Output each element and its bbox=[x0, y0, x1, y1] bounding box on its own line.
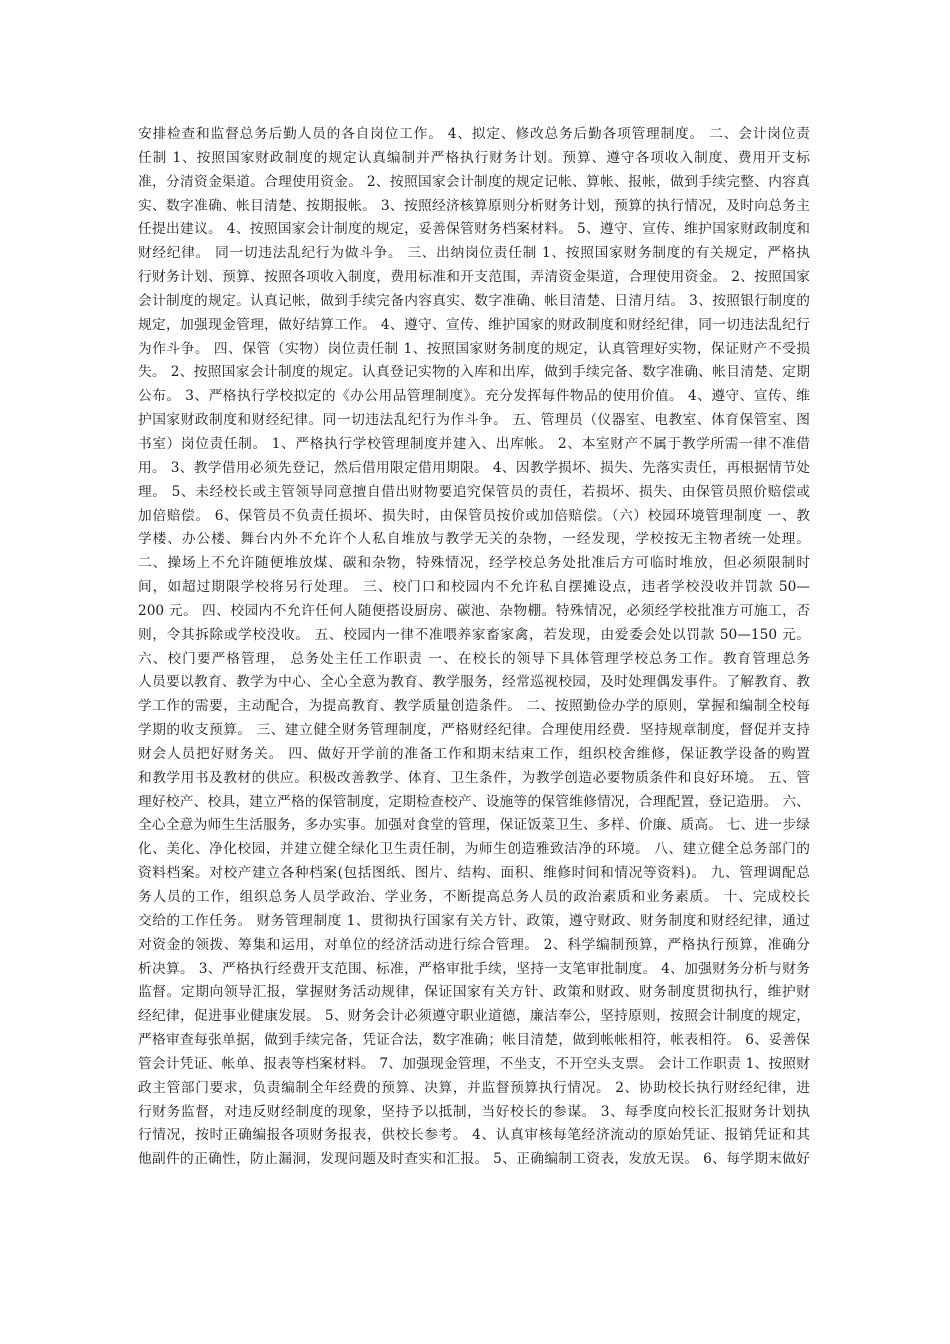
text-line: 用。 3、教学借用必须先登记，然后借用限定借用期限。 4、因教学损坏、损失、先落实责任，再根据情节处 bbox=[138, 459, 810, 476]
text-line: 严格审查每张单据，做到手续完备，凭证合法，数字准确；帐目清楚，做到帐帐相符，帐表相符。 6、妥善保 bbox=[138, 1032, 810, 1049]
text-line: 则，令其拆除或学校没收。 五、校园内一律不准喂养家畜家禽，若发现，由爱委会处以罚款 50—150 元。 bbox=[138, 626, 810, 643]
text-line: 化、美化、净化校园，并建立健全绿化卫生责任制，为师生创造雅致洁净的环境。 八、建立健全总务部门的 bbox=[138, 841, 810, 858]
text-line: 理好校产、校具，建立严格的保管制度，定期检查校产、设施等的保管维修情况，合理配置，登记造册。 六、 bbox=[138, 793, 810, 810]
text-line: 务人员的工作，组织总务人员学政治、学业务，不断提高总务人员的政治素质和业务素质。 十、完成校长 bbox=[138, 889, 810, 905]
text-line: 学工作的需要，主动配合，为提高教育、教学质量创造条件。 二、按照勤俭办学的原则，掌握和编制全校每 bbox=[138, 698, 810, 715]
text-line: 书室）岗位责任制。 1、严格执行学校管理制度并建入、出库帐。 2、本室财产不属于教学所需一律不准借 bbox=[138, 435, 810, 452]
text-line: 全心全意为师生生活服务，多办实事。加强对食堂的管理，保证饭菜卫生、多样、价廉、质高。 七、进一步绿 bbox=[138, 817, 810, 834]
text-line: 规定，加强现金管理，做好结算工作。 4、遵守、宣传、维护国家的财政制度和财经纪律，同一切违法乱纪行 bbox=[138, 316, 810, 333]
text-line: 对资金的领拨、筹集和运用，对单位的经济活动进行综合管理。 2、科学编制预算，严格执行预算，准确分 bbox=[138, 936, 810, 953]
text-line: 行财务监督，对违反财经制度的现象，坚持予以抵制，当好校长的参谋。 3、每季度向校长汇报财务计划执 bbox=[138, 1103, 810, 1120]
text-line: 监督。定期向领导汇报，掌握财务活动规律，保证国家有关方针、政策和财政、财务制度贯彻执行，维护财 bbox=[138, 984, 810, 1001]
text-line: 学楼、办公楼、舞台内外不允许个人私自堆放与教学无关的杂物，一经发现，学校按无主物者统一处理。 bbox=[138, 531, 810, 548]
text-line: 他副件的正确性，防止漏洞，发现问题及时查实和汇报。 5、正确编制工资表，发放无误。 6、每学期末做好 bbox=[138, 1151, 810, 1168]
text-line: 人员要以教育、教学为中心、全心全意为教育、教学服务，经常巡视校园，及时处理偶发事件。了解教育、教 bbox=[138, 674, 810, 691]
text-line: 失。 2、按照国家会计制度的规定。认真登记实物的入库和出库，做到手续完备、数字准确、帐目清楚、定期 bbox=[138, 364, 810, 381]
text-line: 任制 1、按照国家财政制度的规定认真编制并严格执行财务计划。预算、遵守各项收入制度、费用开支标 bbox=[138, 149, 810, 166]
text-line: 护国家财政制度和财经纪律。同一切违法乱纪行为作斗争。 五、管理员（仪器室、电教室、体育保管室、图 bbox=[138, 412, 810, 429]
text-line: 交给的工作任务。 财务管理制度 1、贯彻执行国家有关方针、政策，遵守财政、财务制度和财经纪律，通过 bbox=[138, 912, 810, 929]
text-line: 和教学用书及教材的供应。积极改善教学、体育、卫生条件，为教学创造必要物质条件和良好环境。 五、管 bbox=[138, 769, 810, 786]
text-line: 管会计凭证、帐单、报表等档案材料。 7、加强现金管理，不坐支，不开空头支票。 会计工作职责 1、按照财 bbox=[138, 1055, 810, 1072]
text-line: 准，分清资金渠道。合理使用资金。 2、按照国家会计制度的规定记帐、算帐、报帐，做到手续完整、内容真 bbox=[138, 173, 810, 190]
text-line: 200 元。 四、校园内不允许任何人随便搭设厨房、碳池、杂物棚。特殊情况，必须经学校批准方可施工，否 bbox=[138, 602, 810, 619]
text-line: 财经纪律。 同一切违法乱纪行为做斗争。 三、出纳岗位责任制 1、按照国家财务制度的有关规定，严格执 bbox=[138, 245, 810, 262]
text-line: 理。 5、未经校长或主管领导同意擅自借出财物要追究保管员的责任，若损坏、损失、由保管员照价赔偿或 bbox=[138, 483, 810, 500]
text-line: 政主管部门要求，负责编制全年经费的预算、决算，并监督预算执行情况。 2、协助校长执行财经纪律，进 bbox=[138, 1079, 810, 1096]
text-line: 间，如超过期限学校将另行处理。 三、校门口和校园内不允许私自摆摊设点，违者学校没收并罚款 50— bbox=[138, 579, 810, 596]
text-line: 行情况，按时正确编报各项财务报表，供校长参考。 4、认真审核每笔经济流动的原始凭证、报销凭证和其 bbox=[138, 1127, 810, 1144]
text-line: 公布。 3、严格执行学校拟定的《办公用品管理制度》。充分发挥每件物品的使用价值。 4、遵守、宣传、维 bbox=[138, 388, 810, 405]
text-line: 经纪律，促进事业健康发展。 5、财务会计必须遵守职业道德，廉洁奉公，坚持原则，按照会计制度的规定， bbox=[138, 1008, 810, 1025]
text-line: 实、数字准确、帐目清楚、按期报帐。 3、按照经济核算原则分析财务计划，预算的执行情况，及时向总务主 bbox=[138, 197, 810, 214]
text-line: 加倍赔偿。 6、保管员不负责任损坏、损失时，由保管员按价或加倍赔偿。（六）校园环境管理制度 一、教 bbox=[138, 507, 810, 524]
text-line: 安排检查和监督总务后勤人员的各自岗位工作。 4、拟定、修改总务后勤各项管理制度。 二、会计岗位责 bbox=[138, 126, 810, 142]
text-line: 学期的收支预算。 三、建立健全财务管理制度，严格财经纪律。合理使用经费．坚持规章制度，督促并支持 bbox=[138, 722, 810, 739]
text-line: 任提出建议。 4、按照国家会计制度的规定，妥善保管财务档案材料。 5、遵守、宣传、维护国家财政制度和 bbox=[138, 221, 810, 238]
text-line: 财会人员把好财务关。 四、做好开学前的准备工作和期末结束工作，组织校舍维修，保证教学设备的购置 bbox=[138, 745, 810, 762]
text-line: 六、校门要严格管理， 总务处主任工作职责 一、在校长的领导下具体管理学校总务工作。教育管理总务 bbox=[138, 650, 810, 667]
text-line: 二、操场上不允许随便堆放煤、碳和杂物，特殊情况，经学校总务处批准后方可临时堆放，但必须限制时 bbox=[138, 555, 810, 572]
text-line: 会计制度的规定。认真记帐，做到手续完备内容真实、数字准确、帐目清楚、日清月结。 3、按照银行制度的 bbox=[138, 292, 810, 309]
text-line: 行财务计划、预算、按照各项收入制度，费用标准和开支范围，弄清资金渠道，合理使用资金。 2、按照国家 bbox=[138, 269, 810, 286]
text-line: 析决算。 3、严格执行经费开支范围、标准，严格审批手续，坚持一支笔审批制度。 4、加强财务分析与财务 bbox=[138, 960, 810, 977]
text-line: 资料档案。对校产建立各种档案(包括图纸、图片、结构、面积、维修时间和情况等资料)。 九、管理调配总 bbox=[138, 865, 810, 882]
body-text bbox=[138, 123, 810, 1172]
text-line: 为作斗争。 四、保管（实物）岗位责任制 1、按照国家财务制度的规定，认真管理好实物，保证财产不受损 bbox=[138, 340, 810, 357]
